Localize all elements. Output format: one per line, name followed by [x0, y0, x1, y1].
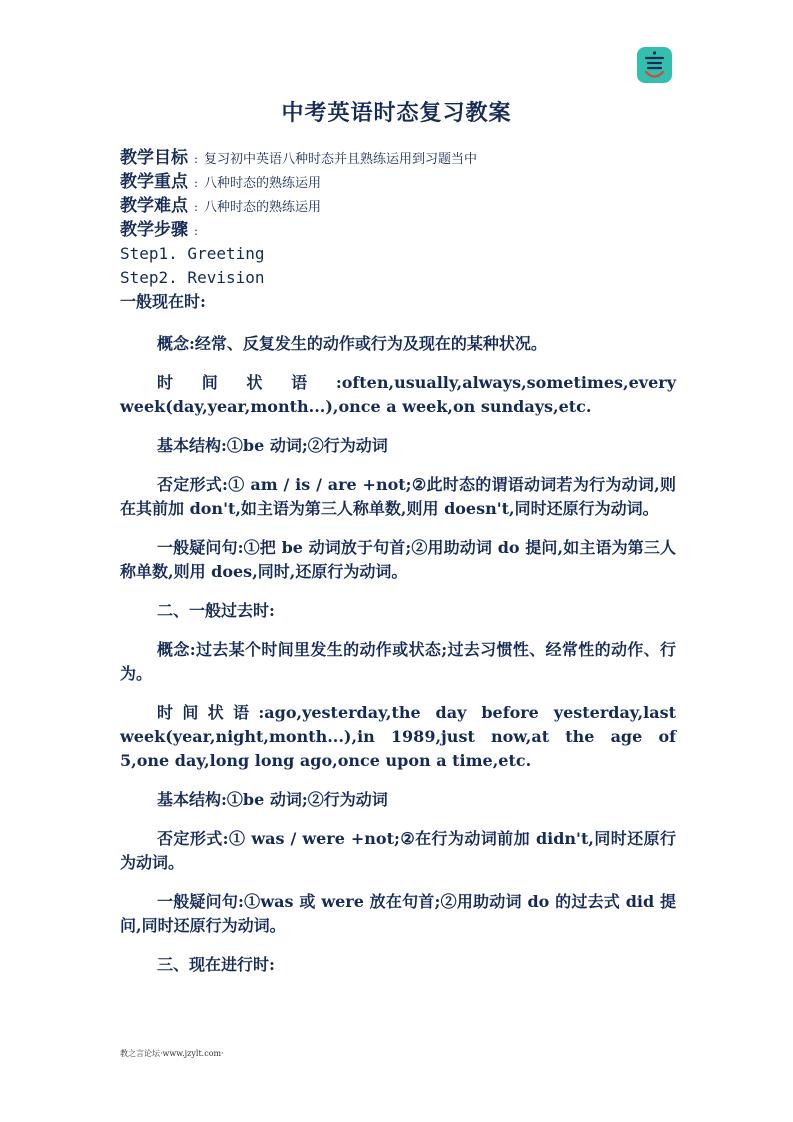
- meta-steps: [120, 218, 680, 242]
- meta-sep: :: [194, 200, 199, 214]
- meta-difficulty: [120, 194, 680, 218]
- meta-key: 教学步骤: [120, 220, 188, 240]
- paragraph: 时间状语:often,usually,always,sometimes,every week(day,year,month...),once a week,on sundays,etc.: [120, 373, 676, 416]
- section-heading: 一般现在时:: [120, 292, 206, 311]
- page-title: 中考英语时态复习教案: [281, 100, 512, 126]
- meta-goal: [120, 146, 680, 170]
- paragraph: 一般疑问句:①把 be 动词放于句首;②用助动词 do 提问,如主语为第三人称单数,则用 does,同时,还原行为动词。: [120, 538, 676, 581]
- meta-key: 教学重点: [120, 172, 188, 192]
- meta-value: 八种时态的熟练运用: [204, 176, 322, 191]
- meta-key: 教学目标: [120, 148, 188, 168]
- lesson-body: [120, 332, 676, 992]
- meta-sep: :: [194, 224, 199, 238]
- meta-value: 复习初中英语八种时态并且熟练运用到习题当中: [204, 152, 478, 167]
- step-greeting: Step1. Greeting: [120, 244, 265, 263]
- meta-sep: :: [194, 152, 199, 166]
- site-logo: [637, 47, 672, 83]
- paragraph: 基本结构:①be 动词;②行为动词: [157, 436, 388, 455]
- paragraph: 概念:过去某个时间里发生的动作或状态;过去习惯性、经常性的动作、行为。: [120, 640, 676, 683]
- section-heading: 三、现在进行时:: [157, 955, 275, 974]
- step-revision: Step2. Revision: [120, 268, 265, 287]
- section-heading: 二、一般过去时:: [157, 601, 275, 620]
- paragraph: 概念:经常、反复发生的动作或行为及现在的某种状况。: [157, 334, 547, 353]
- lesson-meta: [120, 146, 680, 314]
- paragraph: 否定形式:① was / were +not;②在行为动词前加 didn't,同时还原行为动词。: [120, 829, 676, 872]
- paragraph: 时间状语:ago,yesterday,the day before yesterday,last week(year,night,month...),in 1989,just now,at the age of 5,one day,long long ago,once upon a time,etc.: [120, 703, 676, 770]
- paragraph: 基本结构:①be 动词;②行为动词: [157, 790, 388, 809]
- meta-value: 八种时态的熟练运用: [204, 200, 322, 215]
- paragraph: 否定形式:① am / is / are +not;②此时态的谓语动词若为行为动词,则在其前加 don't,如主语为第三人称单数,则用 doesn't,同时还原行为动词。: [120, 475, 676, 518]
- meta-key: 教学难点: [120, 196, 188, 216]
- meta-sep: :: [194, 176, 199, 190]
- footer-text: 教之言论坛·www.jzylt.com·: [120, 1049, 224, 1058]
- meta-focus: [120, 170, 680, 194]
- paragraph: 一般疑问句:①was 或 were 放在句首;②用助动词 do 的过去式 did 提问,同时还原行为动词。: [120, 892, 676, 935]
